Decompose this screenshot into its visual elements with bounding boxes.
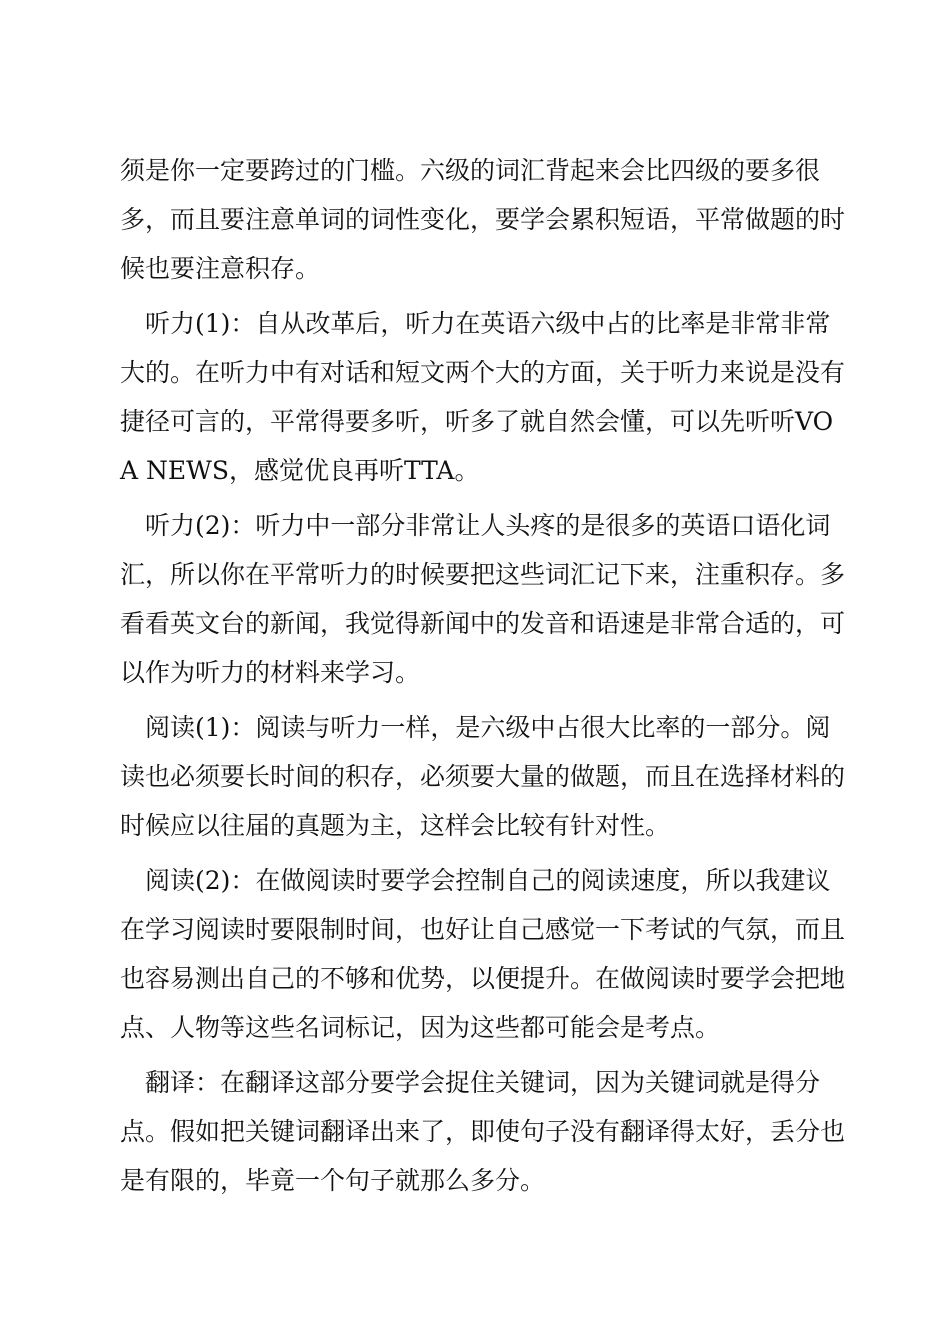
paragraph-reading-1: 阅读(1)：阅读与听力一样，是六级中占很大比率的一部分。阅读也必须要长时间的积存，必须要大量的做题，而且在选择材料的时候应以往届的真题为主，这样会比较有针对性。 (120, 713, 846, 840)
paragraph-translation: 翻译：在翻译这部分要学会捉住关键词，因为关键词就是得分点。假如把关键词翻译出来了，即使句子没有翻译得太好，丢分也是有限的，毕竟一个句子就那么多分。 (120, 1068, 846, 1195)
paragraph-intro: 须是你一定要跨过的门槛。六级的词汇背起来会比四级的要多很多，而且要注意单词的词性变化，要学会累积短语，平常做题的时候也要注意积存。 (120, 156, 846, 283)
document-body (120, 146, 850, 1211)
paragraph-reading-2: 阅读(2)：在做阅读时要学会控制自己的阅读速度，所以我建议在学习阅读时要限制时间，也好让自己感觉一下考试的气氛，而且也容易测出自己的不够和优势，以便提升。在做阅读时要学会把地点、人物等这些名词标记，因为这些都可能会是考点。 (120, 866, 846, 1042)
paragraph-listening-1: 听力(1)：自从改革后，听力在英语六级中占的比率是非常非常大的。在听力中有对话和短文两个大的方面，关于听力来说是没有捷径可言的，平常得要多听，听多了就自然会懂，可以先听听VOA NEWS，感觉优良再听TTA。 (120, 309, 846, 485)
paragraph-listening-2: 听力(2)：听力中一部分非常让人头疼的是很多的英语口语化词汇，所以你在平常听力的时候要把这些词汇记下来，注重积存。多看看英文台的新闻，我觉得新闻中的发音和语速是非常合适的，可以作为听力的材料来学习。 (120, 511, 846, 687)
